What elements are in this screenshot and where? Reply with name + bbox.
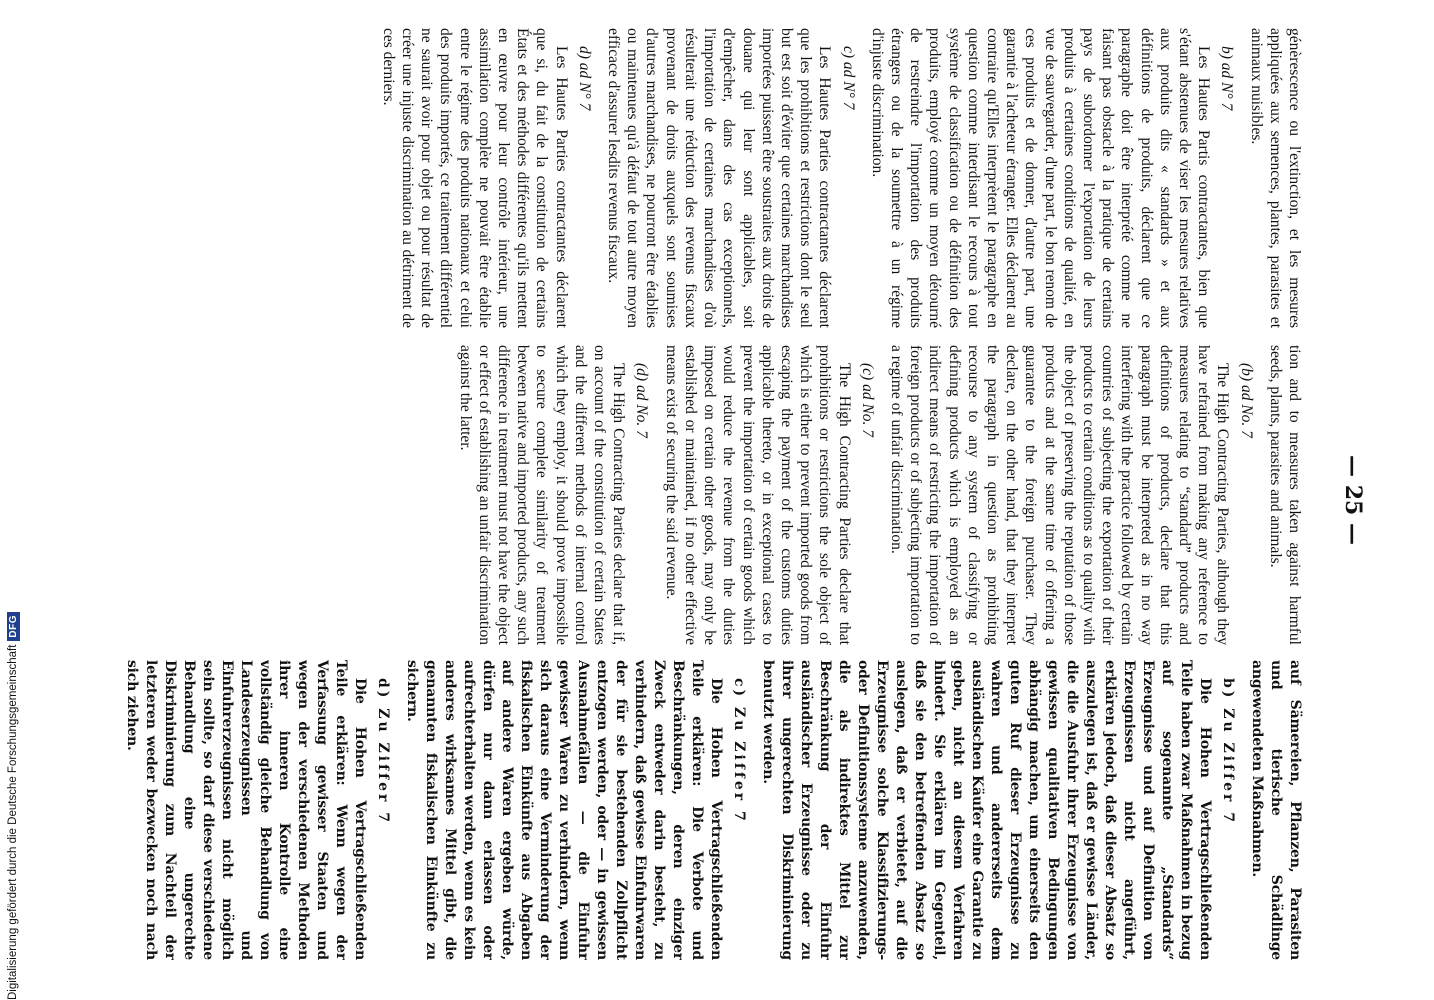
german-heading-c: c) Zu Ziffer 7 — [731, 678, 747, 824]
english-heading-c: (c) ad No. 7 — [858, 363, 876, 438]
credit-text: Digitalisierung gefördert durch die Deutsche Forschungsgemeinschaft — [7, 644, 19, 1000]
dfg-logo-icon: DFG — [7, 612, 20, 641]
german-paragraph-b: Die Hohen Vertragschließenden Teile haben zwar Maßnahmen in bezug auf sogenannte „Standards“ Erzeugnisse und auf Definition von Erzeugnissen nicht angeführt, erklären jedoch, daß dieser Absatz so auszulegen ist, daß er gewisse Länder, die die Ausfuhr ihrer Erzeugnisse von gewissen qualitativen Bedingungen abhängig machen, um einerseits den guten Ruf dieser Erzeugnisse zu wahren und andererseits dem ausländischen Käufer eine Garantie zu geben, nicht an diesem Verfahren hindert. Sie erklären im Gegenteil, daß sie den betreffenden Absatz so auslegen, daß er verbietet, auf die Erzeugnisse solche Klassifizierungs- oder Definitionssysteme anzuwenden, die als indirektes Mittel zur Beschränkung der Einfuhr ausländischer Erzeugnisse oder zu ihrer ungerechten Diskriminierung benutzt werden. — [760, 660, 1213, 960]
german-column — [74, 660, 1304, 960]
french-paragraph-c: Les Hautes Parties contractantes déclarent que les prohibitions et restrictions dont le seul but est soit d'éviter que certaines marchandises importées puissent être soustraites aux droits de douane qui leur sont applicables, soit d'empêcher, dans des cas exceptionnels, l'importation de certaines marchandises d'où résulterait une réduction des revenus fiscaux provenant de droits auxquels sont soumises d'autres marchandises, ne pourront être établies ou maintenues qu'à défaut de tout autre moyen efficace d'assurer lesdits revenus fiscaux. — [605, 28, 834, 328]
english-paragraph-c: The High Contracting Parties declare that prohibitions or restrictions the sole object of which is either to prevent imported goods from escaping the payment of the customs duties applicable thereto, or in exceptional cases to prevent the importation of certain goods which would reduce the revenue from the duties imposed on certain other goods, may only be established or maintained, if no other effective means exist of securing the said revenue. — [662, 345, 853, 645]
english-intro: tion and to measures taken against harmful seeds, plants, parasites and animals. — [1266, 345, 1303, 645]
french-paragraph-b: Les Hautes Partis contractantes, bien que s'étant abstenues de viser les mesures relatives aux produits dits « standards » et aux définitions de produits, déclarent que ce paragraphe doit être interprété comme ne faisant pas obstacle à la pratique de certains pays de subordonner l'exportation de leurs produits à certaines conditions de qualité, en vue de sauvegarder, d'une part, le bon renom de ces produits et de donner, d'autre part, une garantie à l'acheteur étranger. Elles déclarent au contraire qu'Elles interprètent le paragraphe en question comme interdisant le recours à tout système de classification ou de définition des produits, employé comme un moyen détourné de restreindre l'importation des produits étrangers ou de la soumettre à un régime d'injuste discrimination. — [868, 28, 1213, 328]
german-heading-d: d) Zu Ziffer 7 — [375, 678, 391, 826]
digitization-credit — [2, 530, 24, 1000]
french-intro: génèrescence ou l'extinction, et les mesures appliquées aux semences, plantes, parasites et animaux nuisibles. — [1247, 28, 1303, 328]
french-paragraph-d: Les Hautes Parties contractantes déclarent que si, du fait de la constitution de certains États et des méthodes différentes qu'ils mettent en œuvre pour leur contrôle intérieur, une assimilation complète ne pouvait être établie entre le régime des produits nationaux et celui des produits importés, ce traitement différentiel ne saurait avoir pour objet ou pour résultat de créer une injuste discrimination au détriment de ces derniers. — [379, 28, 570, 328]
english-paragraph-b: The High Contracting Parties, although they have refrained from making any reference to measures relating to “standard” products and definitions of products, declare that this paragraph must be interpreted as in no way interfering with the practice followed by certain countries of subjecting the exportation of their products to certain conditions as to quality with the object of preserving the reputation of those products and at the same time of offering a guarantee to the foreign purchaser. They declare, on the other hand, that they interpret the paragraph in question as prohibiting recourse to any system of classifying or defining products which is employed as an indirect means of restricting the importation of foreign products or of subjecting importation to a regime of unfair discrimination. — [887, 345, 1232, 645]
german-intro: auf Sämereien, Pflanzen, Parasiten und tierische Schädlinge angewendeten Maßnahmen. — [1249, 660, 1303, 960]
page-number: — 25 — — [1340, 455, 1366, 545]
german-paragraph-d: Die Hohen Vertragschließenden Teile erklären: Wenn wegen der Verfassung gewisser Staaten und wegen der verschiedenen Methoden ihrer inneren Kontrolle eine vollständig gleiche Behandlung von Landeserzeugnissen und Einfuhrerzeugnissen nicht möglich sein sollte, so darf diese verschiedene Behandlung eine ungerechte Diskriminierung zum Nachteil der letzteren weder bezwecken noch nach sich ziehen. — [124, 660, 368, 960]
french-heading-b: b) ad N° 7 — [1218, 46, 1236, 111]
english-paragraph-d: The High Contracting Parties declare that if, on account of the constitution of certain States and the different methods of internal control which they employ, it should prove impossible to secure complete similarity of treatment between native and imported products, any such difference in treatment must not have the object or effect of establishing an unfair discrimination against the latter. — [456, 345, 628, 645]
english-heading-d: (d) ad No. 7 — [633, 363, 651, 438]
french-heading-c: c) ad N° 7 — [839, 46, 857, 110]
french-column — [74, 28, 1304, 328]
english-column — [74, 345, 1304, 645]
french-heading-d: d) ad N° 7 — [575, 46, 593, 111]
german-heading-b: b) Zu Ziffer 7 — [1220, 678, 1236, 826]
english-heading-b: (b) ad No. 7 — [1237, 363, 1255, 438]
german-paragraph-c: Die Hohen Vertragschließenden Teile erklären: Die Verbote und Beschränkungen, deren einziger Zweck entweder darin besteht, zu verhindern, daß gewisse Einfuhrwaren der für sie bestehenden Zollpflicht entzogen werden, oder — in gewissen Ausnahmefällen — die Einfuhr gewisser Waren zu verhindern, wenn sich daraus eine Verminderung der fiskalischen Einkünfte aus Abgaben auf andere Waren ergeben würde, dürfen nur dann erlassen oder aufrechterhalten werden, wenn es kein anderes wirksames Mittel gibt, die genannten fiskalischen Einkünfte zu sichern. — [404, 660, 724, 960]
